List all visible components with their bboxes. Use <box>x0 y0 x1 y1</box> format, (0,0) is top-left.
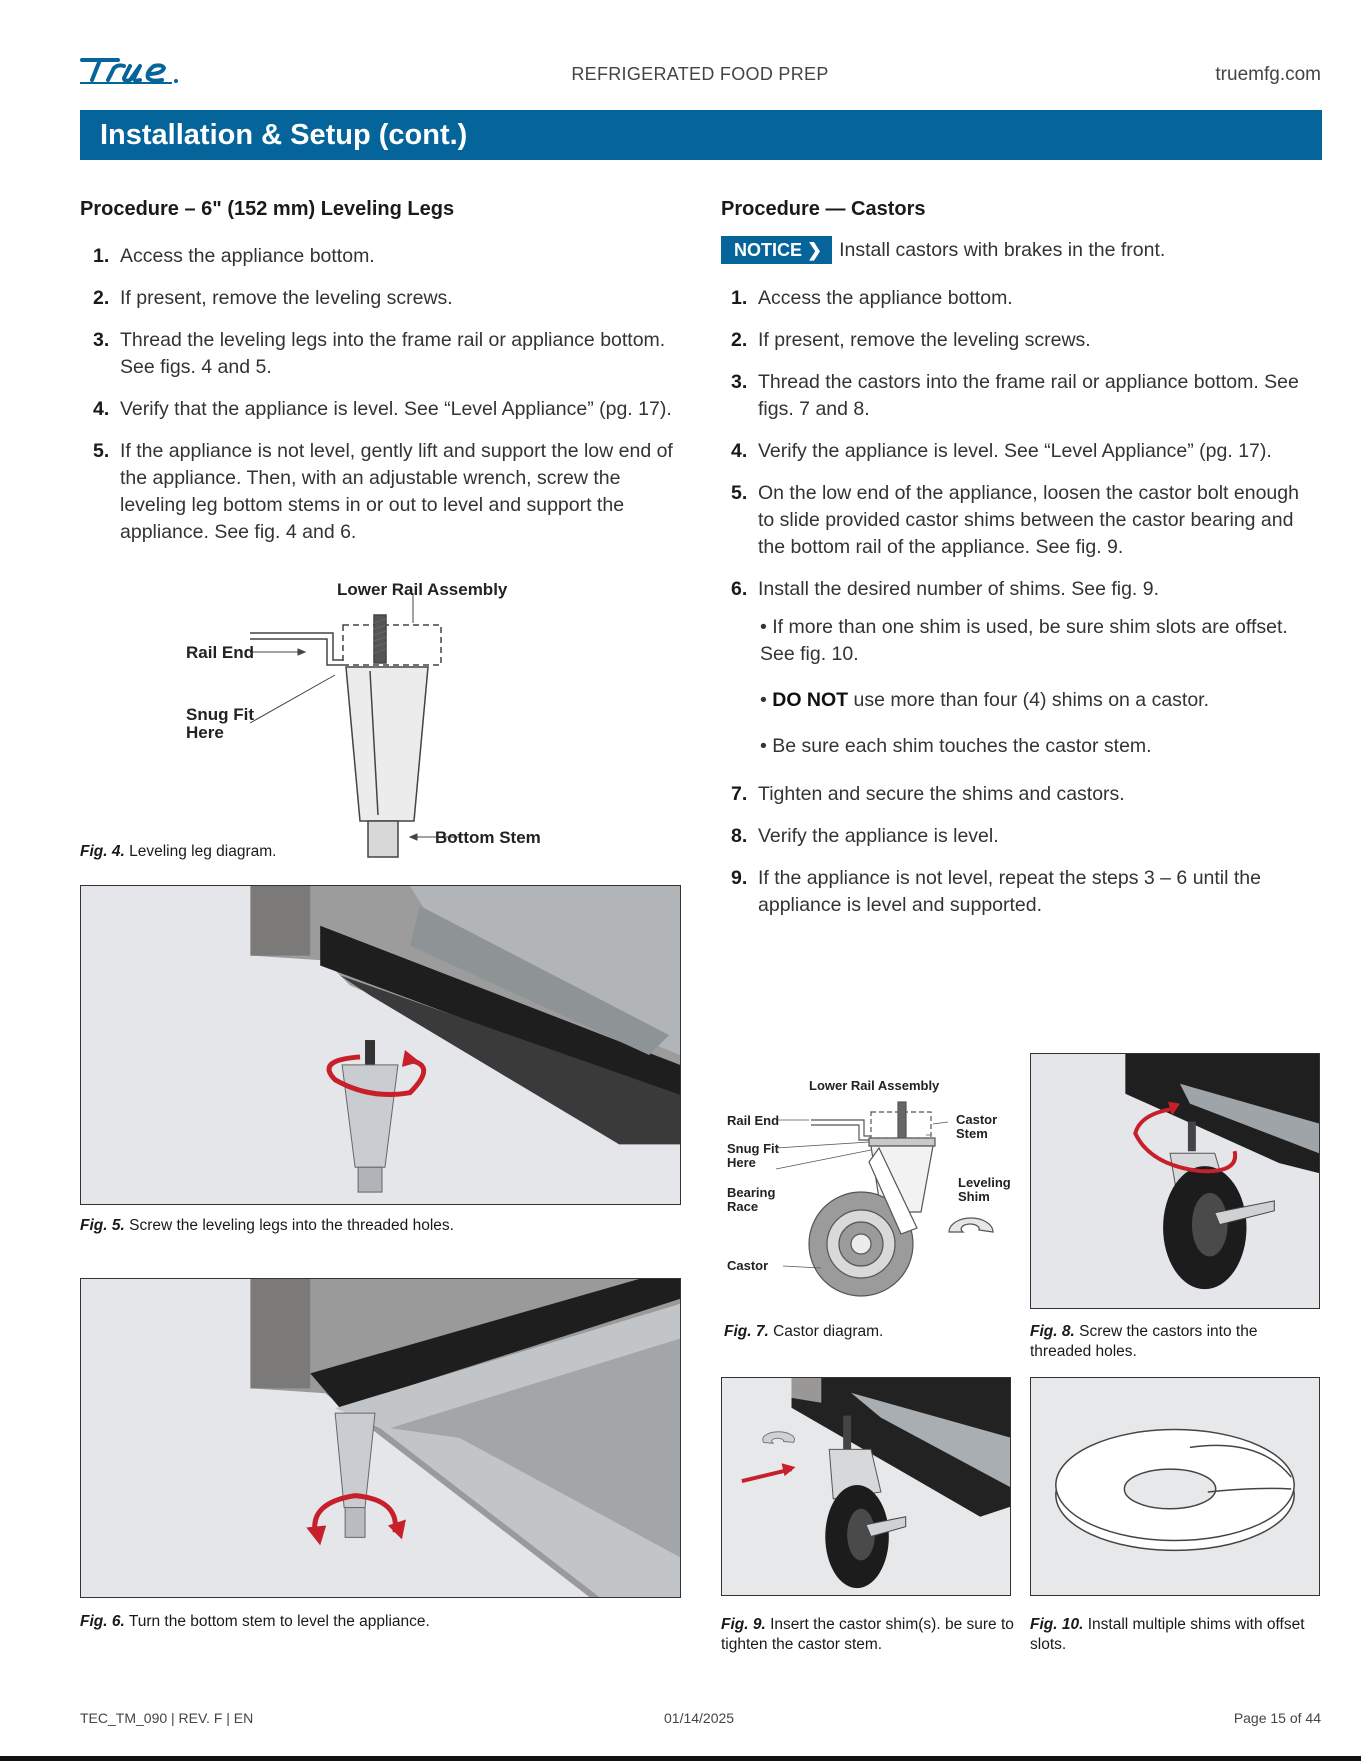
fig4-label-snug-fit: Snug Fit <box>186 705 254 724</box>
fig7-label-castor-stem-2: Stem <box>956 1126 988 1141</box>
notice-badge: NOTICE ❯ <box>721 236 832 264</box>
castors-step: 7. Tighten and secure the shims and castors. <box>731 783 1125 805</box>
fig10-offset-shims-image <box>1030 1377 1320 1596</box>
fig4-label-bottom-stem: Bottom Stem <box>435 828 541 847</box>
true-logo <box>78 52 204 86</box>
bullet-item: • If more than one shim is used, be sure shim slots are offset. See fig. 10. <box>760 616 1288 665</box>
fig7-label-leveling-shim-1: Leveling <box>958 1175 1011 1190</box>
fig7-label-snug-fit: Snug Fit <box>727 1141 779 1156</box>
fig9-insert-shim-image <box>721 1377 1011 1596</box>
castors-procedure-title: Procedure — Castors <box>721 198 926 220</box>
fig10-caption: Fig. 10. Install multiple shims with offset slots. <box>1030 1616 1305 1653</box>
castors-step: 2. If present, remove the leveling screws. <box>731 329 1091 351</box>
legs-step: 1. Access the appliance bottom. <box>93 245 375 267</box>
notice <box>721 236 1165 264</box>
header-website: truemfg.com <box>1215 64 1321 85</box>
legs-steps <box>93 243 683 561</box>
castors-step: 8. Verify the appliance is level. <box>731 825 999 847</box>
fig7-label-castor: Castor <box>727 1258 769 1273</box>
fig4-caption: Fig. 4. Leveling leg diagram. <box>80 843 277 860</box>
fig4-label-rail-end: Rail End <box>186 643 255 662</box>
banner-title: Installation & Setup (cont.) <box>100 119 468 151</box>
notice-text: Install castors with brakes in the front. <box>839 238 1166 261</box>
bullet-item: • Be sure each shim touches the castor stem. <box>760 735 1152 757</box>
legs-step: 4. Verify that the appliance is level. See “Level Appliance” (pg. 17). <box>93 398 672 420</box>
fig8-caption: Fig. 8. Screw the castors into the threaded holes. <box>1030 1323 1258 1360</box>
fig7-label-leveling-shim-2: Shim <box>958 1189 990 1204</box>
fig7-label-castor-stem-1: Castor <box>956 1112 998 1127</box>
fig6-turn-stem-image <box>80 1278 681 1598</box>
castor-diagram <box>721 1072 1011 1304</box>
legs-step: 5. If the appliance is not level, gently lift and support the low end of the appliance. Then, with an adjustable wrench, screw the leveling leg bottom stems in or out to level and support the appliance. See fig. 4 and 6. <box>93 440 673 543</box>
legs-step: 3. Thread the leveling legs into the frame rail or appliance bottom. See figs. 4 and 5. <box>93 329 666 378</box>
castors-bullets <box>760 614 1320 779</box>
castors-step: 9. If the appliance is not level, repeat the steps 3 – 6 until the appliance is level and supported. <box>731 867 1261 916</box>
fig8-screw-castors-image <box>1030 1053 1320 1309</box>
fig4-label-lower-rail: Lower Rail Assembly <box>337 580 508 599</box>
bullet-item: • DO NOT use more than four (4) shims on a castor. <box>760 689 1210 711</box>
castors-step: 4. Verify the appliance is level. See “Level Appliance” (pg. 17). <box>731 440 1272 462</box>
castors-step: 6. Install the desired number of shims. See fig. 9. <box>731 578 1160 600</box>
fig7-label-lower-rail: Lower Rail Assembly <box>809 1078 940 1093</box>
fig6-caption: Fig. 6. Turn the bottom stem to level the appliance. <box>80 1613 430 1630</box>
leveling-leg-diagram <box>170 575 570 865</box>
footer-doc-id: TEC_TM_090 | REV. F | EN <box>80 1710 254 1726</box>
footer-page-number: Page 15 of 44 <box>1233 1710 1321 1726</box>
header-section: REFRIGERATED FOOD PREP <box>571 64 829 84</box>
fig7-label-bearing: Bearing <box>727 1185 776 1200</box>
fig9-caption: Fig. 9. Insert the castor shim(s). be sure to tighten the castor stem. <box>721 1616 1014 1653</box>
fig7-label-rail-end: Rail End <box>727 1113 780 1128</box>
castors-step: 3. Thread the castors into the frame rail or appliance bottom. See figs. 7 and 8. <box>731 371 1299 420</box>
castors-step: 1. Access the appliance bottom. <box>731 287 1013 309</box>
castors-steps-continued <box>731 781 1316 934</box>
fig7-label-snug-here: Here <box>727 1155 756 1170</box>
fig5-caption: Fig. 5. Screw the leveling legs into the threaded holes. <box>80 1217 454 1234</box>
fig7-label-race: Race <box>727 1199 759 1214</box>
castors-steps <box>731 285 1316 618</box>
legs-step: 2. If present, remove the leveling screws. <box>93 287 453 309</box>
fig7-caption: Fig. 7. Castor diagram. <box>724 1323 884 1340</box>
fig5-screw-legs-image <box>80 885 681 1205</box>
legs-procedure-title: Procedure – 6" (152 mm) Leveling Legs <box>80 198 455 220</box>
bottom-rule <box>0 1756 1361 1761</box>
footer-date: 01/14/2025 <box>664 1710 735 1726</box>
castors-step: 5. On the low end of the appliance, loosen the castor bolt enough to slide provided castor shims between the castor bearing and the bottom rail of the appliance. See fig. 9. <box>731 482 1299 558</box>
section-banner <box>80 110 1322 160</box>
fig4-label-snug-here: Here <box>186 723 224 742</box>
